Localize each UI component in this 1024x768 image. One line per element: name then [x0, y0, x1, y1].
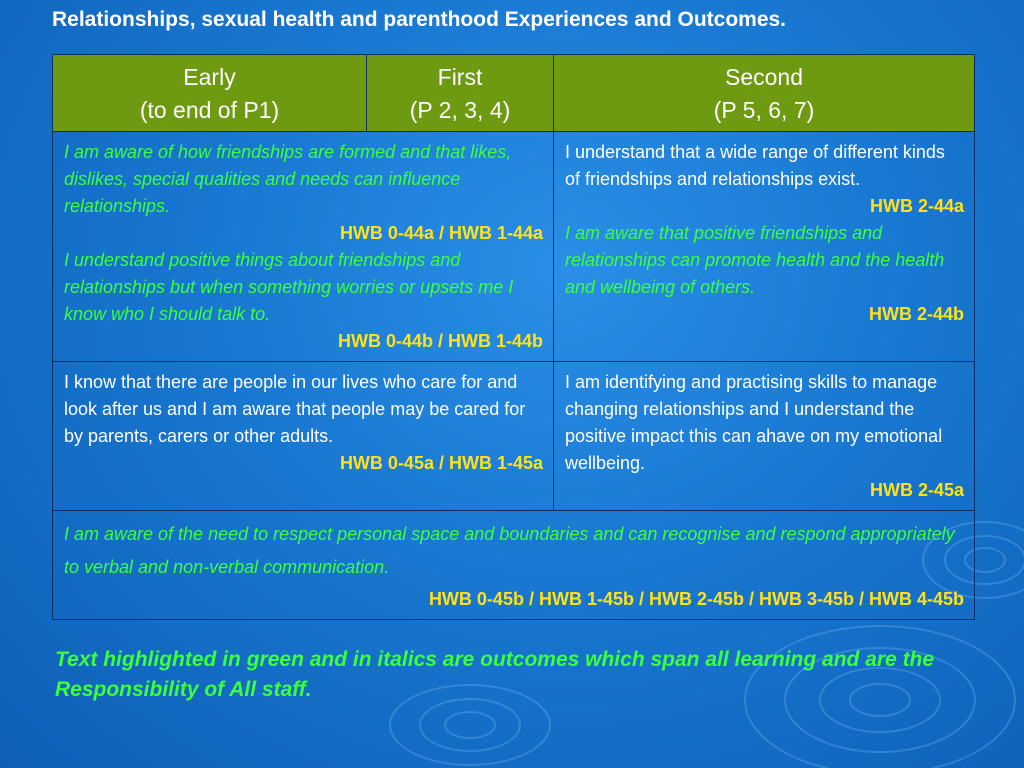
second-cell: [554, 362, 975, 511]
header-first-name: First: [437, 63, 483, 90]
early-first-cell: [53, 362, 554, 511]
outcome-code: HWB 2-44b: [868, 304, 964, 324]
outcome-code: HWB 2-44a: [869, 196, 964, 216]
header-first-range: (P 2, 3, 4): [409, 96, 511, 123]
outcome-code: HWB 2-45a: [869, 480, 964, 500]
header-first: [367, 55, 554, 132]
outcome-text: I am aware of the need to respect personal space and boundaries and can recognise and respond appropriately to verbal and non-verbal communication.: [64, 524, 955, 577]
outcome-text: I understand positive things about friendships and relationships but when something worries or upsets me I know who I should talk to.: [64, 250, 514, 324]
header-early-name: Early: [183, 63, 236, 90]
slide-title: Relationships, sexual health and parenthood Experiences and Outcomes.: [52, 8, 787, 31]
header-second: [554, 55, 975, 132]
table-row: [53, 362, 975, 511]
outcome-text: I know that there are people in our lives who care for and look after us and I am aware that people may be cared for by parents, carers or other adults.: [64, 372, 526, 446]
outcome-text: I am aware that positive friendships and relationships can promote health and the health and wellbeing of others.: [565, 223, 945, 297]
footnote: Text highlighted in green and in italics are outcomes which span all learning and are the Responsibility of All staff.: [55, 648, 935, 701]
header-early: [53, 55, 367, 132]
outcome-code: HWB 0-44a / HWB 1-44a: [339, 223, 543, 243]
experiences-outcomes-table: [52, 54, 975, 620]
early-first-cell: [53, 132, 554, 362]
table-row: [53, 132, 975, 362]
outcome-code: HWB 0-44b / HWB 1-44b: [337, 331, 543, 351]
outcome-code: HWB 0-45b / HWB 1-45b / HWB 2-45b / HWB 3-45b / HWB 4-45b: [428, 589, 964, 609]
all-levels-cell: [53, 511, 975, 620]
table-row: [53, 511, 975, 620]
outcome-text: I am identifying and practising skills to manage changing relationships and I understand the positive impact this can ahave on my emotional wellbeing.: [565, 372, 943, 473]
header-second-range: (P 5, 6, 7): [713, 96, 815, 123]
second-cell: [554, 132, 975, 362]
header-second-name: Second: [724, 63, 803, 90]
header-early-range: (to end of P1): [139, 96, 280, 123]
outcome-text: I understand that a wide range of different kinds of friendships and relationships exist.: [565, 142, 945, 189]
outcome-code: HWB 0-45a / HWB 1-45a: [339, 453, 543, 473]
outcome-text: I am aware of how friendships are formed and that likes, dislikes, special qualities and needs can influence relationships.: [64, 142, 512, 216]
table-header-row: [53, 55, 975, 132]
